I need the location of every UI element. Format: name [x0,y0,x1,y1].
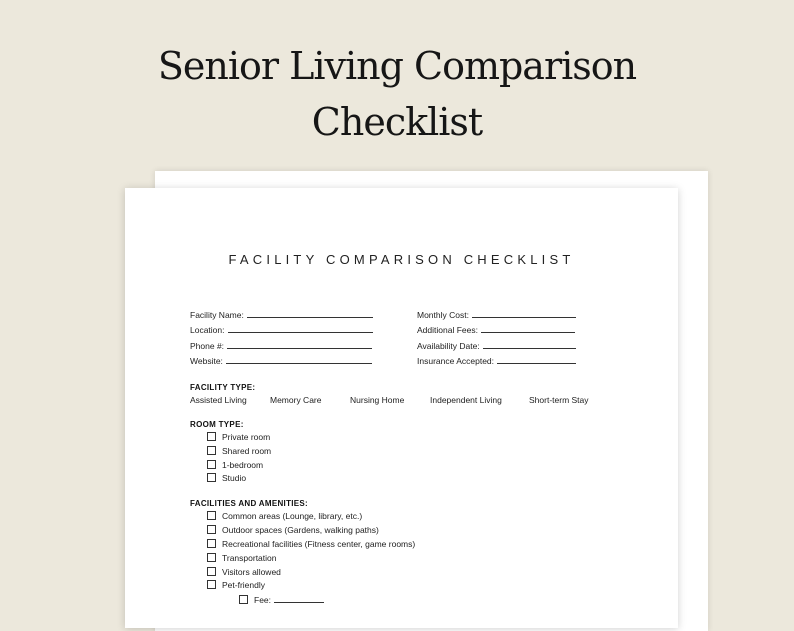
insurance-line [497,355,576,364]
checklist-sheet [125,188,678,628]
page-headline [0,38,794,150]
insurance-field [417,355,576,366]
website-line [226,355,372,364]
checkbox[interactable] [207,525,216,534]
website-label: Website: [190,356,223,366]
amenity-item[interactable] [207,580,265,590]
amenity-label: Outdoor spaces (Gardens, walking paths) [222,525,379,535]
pet-fee-label: Fee: [254,595,272,605]
checkbox[interactable] [207,460,216,469]
amenity-label: Pet-friendly [222,580,265,590]
checkbox[interactable] [207,473,216,482]
room-type-item[interactable] [207,460,263,470]
amenity-label: Visitors allowed [222,567,281,577]
amenity-item[interactable] [207,525,379,535]
facility-type-option[interactable]: Independent Living [430,395,502,405]
room-type-label: Shared room [222,446,272,456]
amenity-item[interactable] [207,567,281,577]
headline-line-2: Checklist [311,100,483,144]
location-label: Location: [190,325,225,335]
phone-label: Phone #: [190,341,225,351]
location-line [228,324,373,333]
monthly-cost-label: Monthly Cost: [417,310,469,320]
amenity-label: Recreational facilities (Fitness center, game rooms) [222,539,416,549]
checkbox[interactable] [207,580,216,589]
amenity-label: Transportation [222,553,277,563]
document-title: FACILITY COMPARISON CHECKLIST [228,252,575,267]
phone-line [227,340,372,349]
amenities-heading: FACILITIES AND AMENITIES: [190,499,309,508]
amenity-label: Common areas (Lounge, library, etc.) [222,511,363,521]
checkbox[interactable] [207,539,216,548]
insurance-label: Insurance Accepted: [417,356,495,366]
headline-line-1: Senior Living Comparison [157,44,637,88]
facility-name-field [190,309,373,320]
room-type-label: Studio [222,473,247,483]
phone-field [190,340,372,351]
availability-date-line [483,340,576,349]
facility-name-label: Facility Name: [190,310,244,320]
amenity-item[interactable] [207,539,415,549]
room-type-item[interactable] [207,432,270,442]
monthly-cost-line [472,309,576,318]
checkbox[interactable] [207,432,216,441]
pet-fee-line [274,594,324,603]
room-type-heading: ROOM TYPE: [190,420,244,429]
facility-type-option[interactable]: Memory Care [270,395,322,405]
additional-fees-field [417,324,575,335]
additional-fees-line [481,324,575,333]
amenity-item[interactable] [207,511,362,521]
checkbox[interactable] [207,553,216,562]
amenity-item[interactable] [207,553,277,563]
room-type-label: 1-bedroom [222,460,264,470]
checkbox[interactable] [239,595,248,604]
room-type-label: Private room [222,432,271,442]
pet-fee-item[interactable] [239,594,324,605]
checkbox[interactable] [207,567,216,576]
checkbox[interactable] [207,511,216,520]
additional-fees-label: Additional Fees: [417,325,478,335]
room-type-item[interactable] [207,446,271,456]
facility-type-option[interactable]: Short-term Stay [529,395,589,405]
location-field [190,324,373,335]
availability-date-label: Availability Date: [417,341,480,351]
checkbox[interactable] [207,446,216,455]
website-field [190,355,372,366]
monthly-cost-field [417,309,576,320]
facility-name-line [247,309,373,318]
availability-date-field [417,340,576,351]
facility-type-option[interactable]: Nursing Home [350,395,405,405]
facility-type-option[interactable]: Assisted Living [190,395,247,405]
room-type-item[interactable] [207,473,246,483]
facility-type-heading: FACILITY TYPE: [190,383,256,392]
